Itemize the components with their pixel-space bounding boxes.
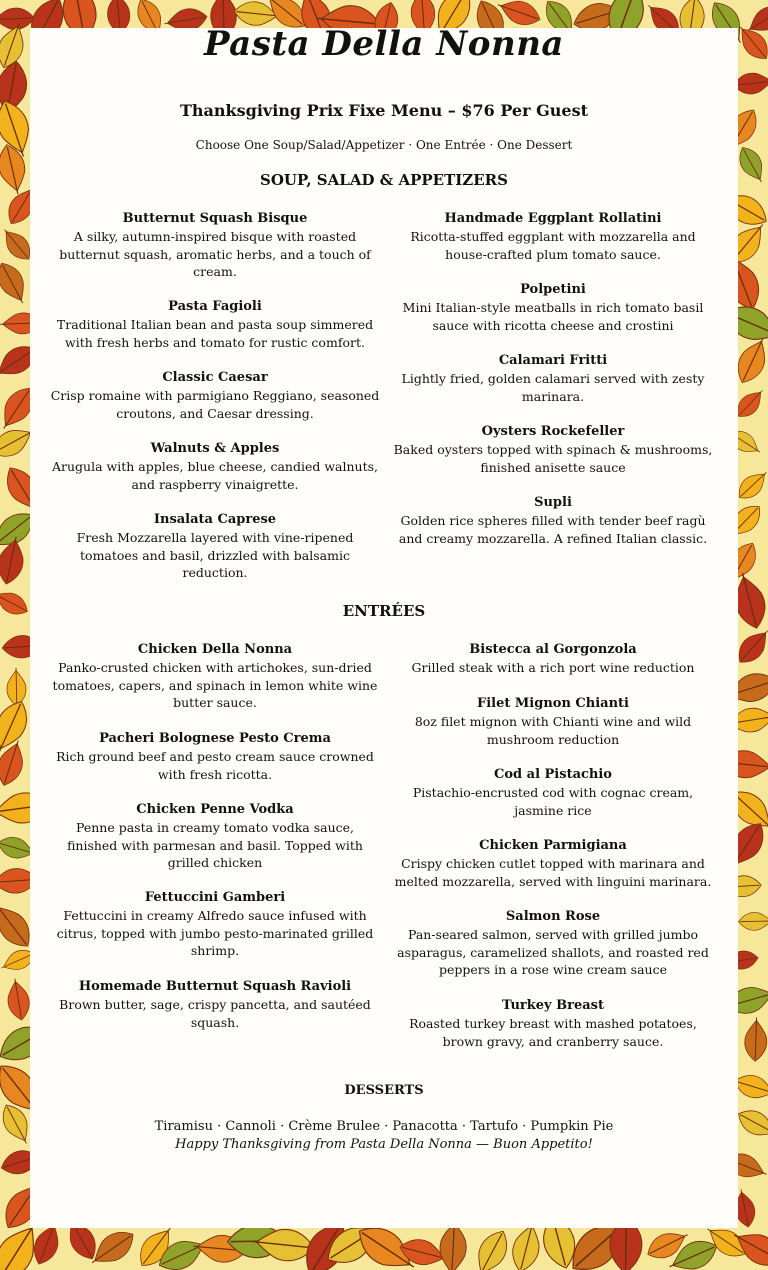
item-name: Fettuccini Gamberi bbox=[144, 890, 286, 905]
leaf-icon bbox=[468, 1225, 514, 1270]
item-name: Salmon Rose bbox=[505, 909, 601, 924]
item-name: Insalata Caprese bbox=[153, 512, 277, 527]
closing-message: Happy Thanksgiving from Pasta Della Nonna — Buon Appetito! bbox=[175, 1137, 593, 1152]
item-description: Pistachio-encrusted cod with cognac cream, jasmine rice bbox=[412, 785, 694, 818]
leaf-icon bbox=[733, 466, 768, 505]
menu-item bbox=[388, 908, 718, 997]
entrees-left-column bbox=[50, 641, 380, 1031]
item-description: Baked oysters topped with spinach & mushrooms, finished anisette sauce bbox=[393, 442, 713, 475]
item-description: Roasted turkey breast with mashed potatoes, brown gravy, and cranberry sauce. bbox=[409, 1016, 697, 1049]
soup-salad-right-column bbox=[388, 210, 718, 547]
menu-item bbox=[388, 281, 718, 352]
item-name: Pacheri Bolognese Pesto Crema bbox=[99, 731, 331, 746]
item-name: Chicken Parmigiana bbox=[479, 838, 627, 853]
item-name: Cod al Pistachio bbox=[494, 767, 612, 782]
menu-item bbox=[50, 440, 380, 511]
item-name: Classic Caesar bbox=[162, 370, 268, 385]
item-name: Supli bbox=[534, 495, 572, 510]
menu-item bbox=[50, 978, 380, 1031]
menu-item bbox=[388, 997, 718, 1050]
item-name: Filet Mignon Chianti bbox=[477, 696, 629, 711]
leaf-icon bbox=[5, 977, 32, 1022]
menu-item bbox=[50, 511, 380, 582]
item-name: Butternut Squash Bisque bbox=[122, 211, 308, 226]
item-description: 8oz filet mignon with Chianti wine and wild mushroom reduction bbox=[414, 714, 692, 747]
item-name: Handmade Eggplant Rollatini bbox=[444, 211, 662, 226]
item-name: Polpetini bbox=[520, 282, 586, 297]
item-name: Bistecca al Gorgonzola bbox=[469, 642, 637, 657]
menu-item bbox=[50, 641, 380, 730]
menu-item bbox=[388, 210, 718, 281]
item-name: Walnuts & Apples bbox=[150, 441, 280, 456]
menu-item bbox=[50, 801, 380, 889]
leaf-icon bbox=[6, 668, 26, 706]
menu-item bbox=[50, 889, 380, 978]
item-description: Arugula with apples, blue cheese, candied walnuts, and raspberry vinaigrette. bbox=[51, 459, 379, 492]
section-title-entrees: ENTRÉES bbox=[342, 602, 426, 620]
leaf-icon bbox=[0, 258, 33, 308]
menu-subtitle: Choose One Soup/Salad/Appetizer · One Entrée · One Dessert bbox=[195, 138, 573, 152]
leaf-icon bbox=[738, 912, 768, 931]
leaf-icon bbox=[744, 1017, 767, 1061]
item-description: Fettuccini in creamy Alfredo sauce infused with citrus, topped with jumbo pesto-marinated grilled shrimp. bbox=[56, 908, 374, 958]
item-name: Chicken Della Nonna bbox=[137, 642, 293, 657]
item-name: Turkey Breast bbox=[502, 998, 604, 1013]
item-description: Panko-crusted chicken with artichokes, sun-dried tomatoes, capers, and spinach in lemon white wine butter sauce. bbox=[52, 660, 378, 710]
menu-item bbox=[388, 494, 718, 547]
item-name: Pasta Fagioli bbox=[168, 299, 262, 314]
item-name: Calamari Fritti bbox=[498, 353, 608, 368]
item-description: Grilled steak with a rich port wine reduction bbox=[411, 660, 695, 675]
item-description: Mini Italian-style meatballs in rich tomato basil sauce with ricotta cheese and crostini bbox=[402, 300, 704, 333]
item-description: Lightly fried, golden calamari served with zesty marinara. bbox=[401, 371, 705, 404]
section-title-soup-salad: SOUP, SALAD & APPETIZERS bbox=[260, 171, 508, 189]
menu-item bbox=[50, 730, 380, 801]
menu-item bbox=[50, 298, 380, 369]
entrees-right-column bbox=[388, 641, 718, 1050]
item-description: Ricotta-stuffed eggplant with mozzarella and house-crafted plum tomato sauce. bbox=[410, 229, 696, 262]
menu-item bbox=[388, 695, 718, 766]
item-name: Homemade Butternut Squash Ravioli bbox=[78, 979, 352, 994]
menu-item bbox=[50, 369, 380, 440]
desserts-list: Tiramisu · Cannoli · Crème Brulee · Panacotta · Tartufo · Pumpkin Pie bbox=[154, 1119, 614, 1134]
menu-title: Thanksgiving Prix Fixe Menu – $76 Per Guest bbox=[180, 101, 588, 120]
item-description: Brown butter, sage, crispy pancetta, and sautéed squash. bbox=[59, 997, 371, 1030]
item-description: Penne pasta in creamy tomato vodka sauce, finished with parmesan and basil. Topped with grilled chicken bbox=[67, 820, 363, 870]
menu-item bbox=[388, 423, 718, 494]
item-name: Chicken Penne Vodka bbox=[136, 802, 294, 817]
item-name: Oysters Rockefeller bbox=[481, 424, 625, 439]
menu-item bbox=[388, 837, 718, 908]
item-description: Crisp romaine with parmigiano Reggiano, seasoned croutons, and Caesar dressing. bbox=[50, 388, 380, 421]
item-description: Fresh Mozzarella layered with vine-ripened tomatoes and basil, drizzled with balsamic reduction. bbox=[76, 530, 354, 580]
item-description: A silky, autumn-inspired bisque with roasted butternut squash, aromatic herbs, and a touch of cream. bbox=[59, 229, 371, 279]
soup-salad-left-column bbox=[50, 210, 380, 582]
leaf-icon bbox=[439, 1224, 468, 1270]
item-description: Pan-seared salmon, served with grilled jumbo asparagus, caramelized shallots, and roasted red peppers in a rose wine cream sauce bbox=[397, 927, 709, 977]
menu-item bbox=[50, 210, 380, 298]
menu-item bbox=[388, 641, 718, 695]
item-description: Rich ground beef and pesto cream sauce crowned with fresh ricotta. bbox=[56, 749, 374, 782]
item-description: Traditional Italian bean and pasta soup simmered with fresh herbs and tomato for rustic comfort. bbox=[56, 317, 374, 350]
menu-item bbox=[388, 766, 718, 837]
item-description: Golden rice spheres filled with tender beef ragù and creamy mozzarella. A refined Italian classic. bbox=[398, 513, 708, 546]
menu-item bbox=[388, 352, 718, 423]
section-title-desserts: DESSERTS bbox=[344, 1083, 424, 1098]
restaurant-logo: Pasta Della Nonna bbox=[204, 24, 564, 64]
item-description: Crispy chicken cutlet topped with marinara and melted mozzarella, served with linguini marinara. bbox=[394, 856, 712, 889]
